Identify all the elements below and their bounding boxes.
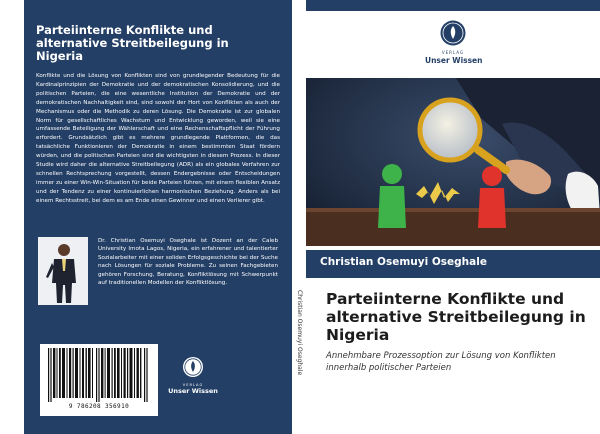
green-figure <box>378 164 406 228</box>
front-top-bar <box>306 0 600 11</box>
barcode-icon <box>46 348 152 402</box>
cover-illustration <box>306 78 600 246</box>
front-logo-small-label: VERLAG <box>441 50 465 55</box>
publisher-logo-icon <box>440 20 466 46</box>
back-cover-title: Parteiinterne Konflikte und alternative Streitbeilegung in Nigeria <box>36 23 229 63</box>
barcode <box>40 344 158 416</box>
back-cover <box>24 0 292 434</box>
red-figure <box>478 166 506 228</box>
person-figure-icon <box>38 237 88 305</box>
cover-photo <box>306 78 600 246</box>
spine-author: Christian Osemuyi Oseghale <box>296 290 303 376</box>
author-bio: Dr. Christian Osemuyi Oseghale ist Dozent an der Caleb University Imota Lagos, Nigeria, ein erfahrener und talentierter Sozialarbeiter mit einer soliden Erfolgsgeschichte bei der Suche nach Lösungen für soziale Probleme. Zu seinen Fachgebieten gehören Forschung, Beratung, Konfliktlösung mit Schwerpunkt auf traditionellen Modellen der Konfliktlösung. <box>98 238 278 287</box>
back-logo-small-label: VERLAG <box>182 383 204 387</box>
author-bar <box>306 250 600 278</box>
spine <box>292 0 306 434</box>
publisher-logo-icon <box>182 356 204 378</box>
front-cover <box>306 0 600 434</box>
front-publisher-logo <box>425 20 481 65</box>
front-logo-label: Unser Wissen <box>425 56 483 65</box>
back-publisher-logo <box>166 356 220 395</box>
front-subtitle: Annehmbare Prozessoption zur Lösung von Konflikten innerhalb politischer Parteien <box>326 351 556 373</box>
front-title: Parteiinterne Konflikte und alternative Streitbeilegung in Nigeria <box>326 290 586 344</box>
barcode-digits: 9 786208 356910 <box>68 403 130 410</box>
front-author-name: Christian Osemuyi Oseghale <box>320 256 487 268</box>
back-cover-description: Konflikte und die Lösung von Konflikten sind von grundlegender Bedeutung für die Kardinalprinzipien der Demokratie und der demokratischen Konsolidierung, und die politischen Parteien, die eine wesentliche Institution der Demokratie und der demokratischen Nachhaltigkeit sind, sind sowohl der Hort von Konflikten als auch der Mechanismus oder die Methodik zu deren Lösung. Die Demokratie ist zur globalen Norm für gesellschaftliches Wachstum und Entwicklung geworden, weil sie eine umfassende Beteiligung der Wählerschaft und eine Rechenschaftspflicht der Führung erfordert. Grundsätzlich gibt es mehrere grundlegende Plattformen, die das tatsächliche Funktionieren der Demokratie in einem bestimmten Staat fördern würden, und die politischen Parteien sind die wichtigsten in diesem Prozess. In dieser Studie wird daher die alternative Streitbeilegung (ADR) als ein globales Verfahren zur schnellen Rechtsprechung vorgestellt, dessen Endergebnisse oder Entscheidungen immer zu einer Win-Win-Situation für beide Parteien führen, mit einem flexiblen Ansatz und der Tendenz zu einer kontinuierlichen harmonischen Beziehung. Anders als bei einem Rechtsstreit, bei dem es am Ende einen Gewinner und einen Verlierer gibt. <box>36 73 280 204</box>
author-photo <box>38 237 88 305</box>
back-logo-label: Unser Wissen <box>168 387 218 395</box>
